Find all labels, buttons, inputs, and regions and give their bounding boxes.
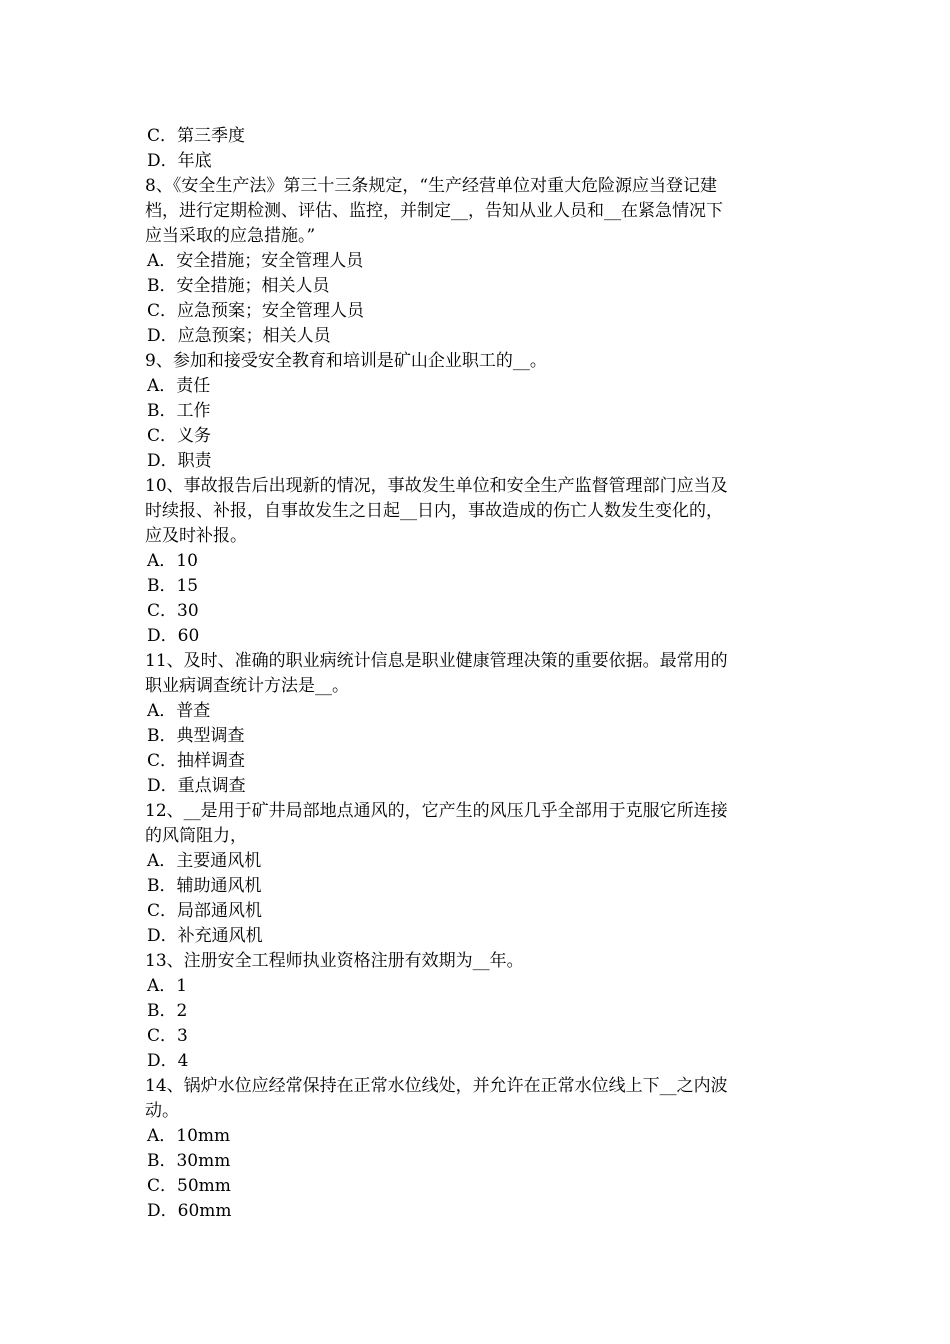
question-text-line: 应及时补报。 (145, 526, 247, 546)
option-a: A．10 (147, 551, 198, 571)
question-text-line: 10、事故报告后出现新的情况，事故发生单位和安全生产监督管理部门应当及 (145, 476, 728, 496)
question-text-line: 12、__是用于矿井局部地点通风的，它产生的风压几乎全部用于克服它所连接 (145, 801, 728, 821)
question-9 (145, 349, 815, 474)
option-a: A．10mm (147, 1126, 231, 1146)
option-line: C．第三季度 (147, 126, 246, 146)
option-b: B．辅助通风机 (147, 876, 262, 896)
option-b: B．安全措施；相关人员 (147, 276, 330, 296)
option-d: D．应急预案；相关人员 (147, 326, 331, 346)
option-b: B．工作 (147, 401, 211, 421)
option-b: B．2 (147, 1001, 188, 1021)
option-d: D．60mm (147, 1201, 232, 1221)
option-b: B．15 (147, 576, 199, 596)
question-text-line: 13、注册安全工程师执业资格注册有效期为__年。 (145, 951, 524, 971)
question-text-line: 的风筒阻力， (145, 826, 247, 846)
option-a: A．普查 (147, 701, 211, 721)
question-text-line: 档，进行定期检测、评估、监控，并制定__，告知从业人员和__在紧急情况下 (145, 201, 723, 221)
question-8 (145, 174, 815, 349)
option-d: D．4 (147, 1051, 189, 1071)
question-text-line: 职业病调查统计方法是__。 (145, 676, 349, 696)
top-options (145, 124, 815, 174)
document-page (145, 124, 815, 1224)
option-c: C．3 (147, 1026, 188, 1046)
option-d: D．60 (147, 626, 200, 646)
question-text-line: 8、《安全生产法》第三十三条规定，“生产经营单位对重大危险源应当登记建 (145, 176, 718, 196)
option-a: A．1 (147, 976, 188, 996)
option-c: C．50mm (147, 1176, 231, 1196)
option-line: D．年底 (147, 151, 212, 171)
option-a: A．责任 (147, 376, 211, 396)
question-text-line: 11、及时、准确的职业病统计信息是职业健康管理决策的重要依据。最常用的 (145, 651, 728, 671)
question-text-line: 时续报、补报，自事故发生之日起__日内，事故造成的伤亡人数发生变化的， (145, 501, 723, 521)
option-a: A．主要通风机 (147, 851, 262, 871)
question-text-line: 9、参加和接受安全教育和培训是矿山企业职工的__。 (145, 351, 547, 371)
question-text-line: 应当采取的应急措施。” (145, 226, 316, 246)
option-b: B．30mm (147, 1151, 231, 1171)
option-d: D．重点调查 (147, 776, 246, 796)
option-c: C．义务 (147, 426, 212, 446)
question-10 (145, 474, 815, 649)
option-d: D．补充通风机 (147, 926, 263, 946)
option-b: B．典型调查 (147, 726, 245, 746)
question-14 (145, 1074, 815, 1224)
question-11 (145, 649, 815, 799)
option-c: C．应急预案；安全管理人员 (147, 301, 365, 321)
option-a: A．安全措施；安全管理人员 (147, 251, 364, 271)
question-text-line: 14、锅炉水位应经常保持在正常水位线处，并允许在正常水位线上下__之内波 (145, 1076, 728, 1096)
option-d: D．职责 (147, 451, 212, 471)
option-c: C．局部通风机 (147, 901, 263, 921)
question-text-line: 动。 (145, 1101, 179, 1121)
option-c: C．30 (147, 601, 199, 621)
question-12 (145, 799, 815, 949)
question-13 (145, 949, 815, 1074)
option-c: C．抽样调查 (147, 751, 246, 771)
